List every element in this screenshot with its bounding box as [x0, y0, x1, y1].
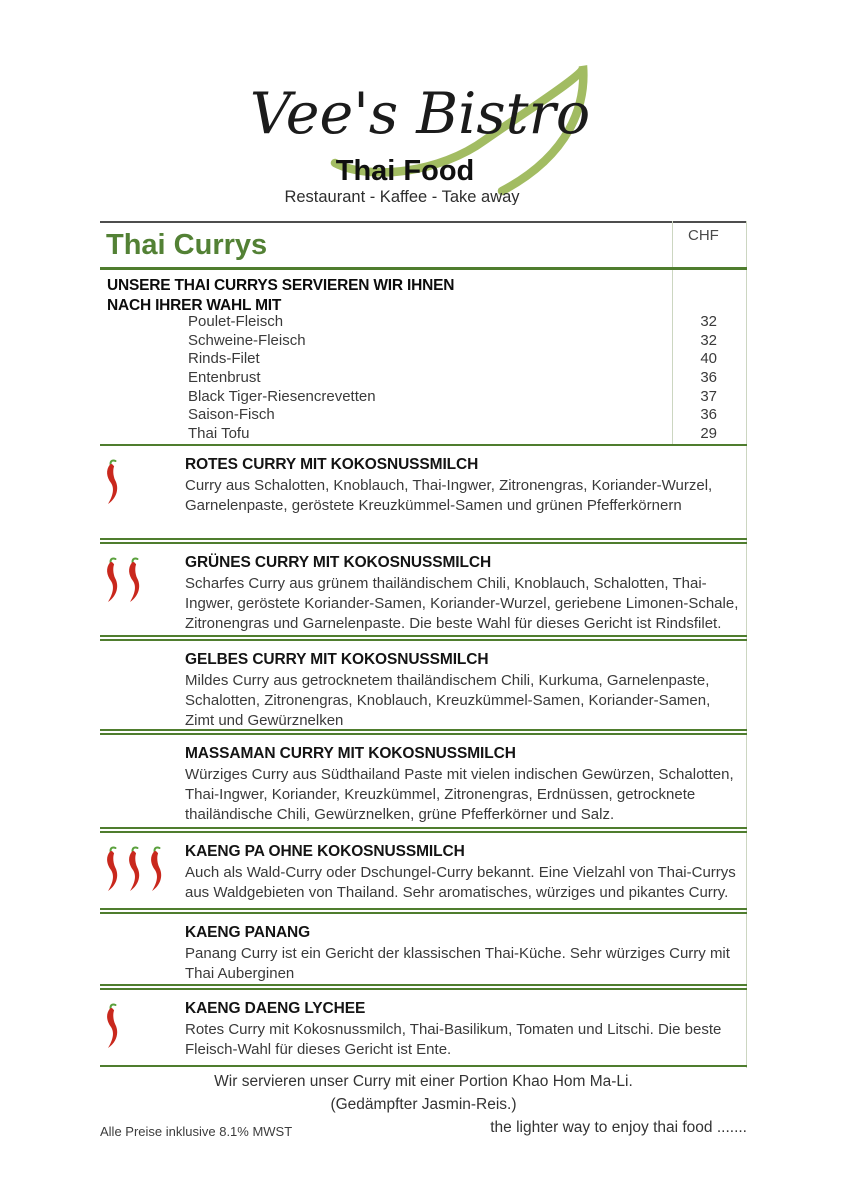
price-row	[100, 313, 747, 332]
chili-rating	[102, 845, 168, 897]
chili-icon	[102, 1002, 123, 1054]
price-row	[100, 332, 747, 351]
curry-section	[100, 639, 747, 731]
currency-header: CHF	[688, 227, 719, 244]
section-description: Rotes Curry mit Kokosnussmilch, Thai-Basilikum, Tomaten und Litschi. Die beste Fleisch-Wahl für dieses Gericht ist Ente.	[185, 1021, 722, 1058]
dish-price: 36	[700, 406, 717, 424]
section-title: MASSAMAN CURRY MIT KOKOSNUSSMILCH	[185, 745, 516, 762]
intro-text	[107, 276, 454, 315]
serving-note-line2: (Gedämpfter Jasmin-Reis.)	[330, 1096, 517, 1113]
section-description: Mildes Curry aus getrocknetem thailändischem Chili, Kurkuma, Garnelenpaste, Schalotten, Zitronengras, Knoblauch, Kreuzkümmel-Samen, Koriander-Samen, Zimt und Gewürznelken	[185, 672, 711, 729]
logo	[240, 45, 600, 205]
brand-name: Vee's Bistro	[249, 81, 591, 147]
chili-icon	[146, 845, 167, 897]
chili-rating	[102, 458, 124, 510]
price-rows	[100, 313, 747, 444]
dish-name: Thai Tofu	[188, 425, 250, 443]
section-description: Scharfes Curry aus grünem thailändischem Chili, Knoblauch, Schalotten, Thai-Ingwer, geröstete Koriander-Samen, Koriander-Wurzel, geriebene Limonen-Schale, Zitronengras und Garnelenpaste. Die beste Wahl für dieses Gericht ist Rindsfilet.	[185, 575, 739, 632]
section-title: GELBES CURRY MIT KOKOSNUSSMILCH	[185, 651, 489, 668]
dish-price: 36	[700, 369, 717, 387]
price-row	[100, 406, 747, 425]
price-row	[100, 425, 747, 444]
dish-name: Black Tiger-Riesencrevetten	[188, 387, 376, 405]
dish-name: Schweine-Fleisch	[188, 331, 306, 349]
curry-section	[100, 912, 747, 986]
dish-price: 37	[700, 387, 717, 405]
brand-subtitle: Thai Food	[335, 155, 475, 187]
dish-name: Poulet-Fleisch	[188, 313, 284, 330]
chili-icon	[102, 556, 123, 608]
title-underline	[100, 267, 747, 270]
price-row	[100, 388, 747, 407]
intro-line2: NACH IHRER WAHL MIT	[107, 296, 282, 314]
price-row	[100, 350, 747, 369]
section-title: KAENG DAENG LYCHEE	[185, 1000, 366, 1017]
slogan: the lighter way to enjoy thai food .......	[490, 1119, 747, 1136]
price-row	[100, 369, 747, 388]
curry-section	[100, 988, 747, 1067]
chili-icon	[102, 458, 123, 510]
dish-price: 29	[700, 425, 717, 443]
intro-line1: UNSERE THAI CURRYS SERVIEREN WIR IHNEN	[107, 277, 455, 294]
dish-name: Saison-Fisch	[188, 406, 275, 424]
curry-section	[100, 542, 747, 637]
curry-section	[100, 733, 747, 829]
section-description: Würziges Curry aus Südthailand Paste mit vielen indischen Gewürzen, Schalotten, Thai-Ingwer, Koriander, Kreuzkümmel, Zitronengras, Erdnüssen, getrocknete thailändische Chili, Gewürznelken, grüne Pfefferkörner und Salz.	[185, 766, 734, 823]
chili-icon	[102, 845, 123, 897]
tax-note: Alle Preise inklusive 8.1% MWST	[100, 1124, 293, 1139]
dish-price: 32	[700, 331, 717, 349]
section-title: GRÜNES CURRY MIT KOKOSNUSSMILCH	[185, 554, 492, 571]
serving-note-line1: Wir servieren unser Curry mit einer Portion Khao Hom Ma-Li.	[214, 1073, 633, 1090]
dish-price: 32	[700, 313, 717, 330]
chili-rating	[102, 556, 146, 608]
top-rule	[100, 221, 747, 223]
section-description: Curry aus Schalotten, Knoblauch, Thai-Ingwer, Zitronengras, Koriander-Wurzel, Garnelenpaste, geröstete Kreuzkümmel-Samen und grünen Pfefferkörnern	[185, 477, 713, 514]
section-title: KAENG PA OHNE KOKOSNUSSMILCH	[185, 843, 465, 860]
brand-tagline: Restaurant - Kaffee - Take away	[284, 188, 520, 205]
section-description: Panang Curry ist ein Gericht der klassischen Thai-Küche. Sehr würziges Curry mit Thai Auberginen	[185, 945, 730, 982]
section-title: ROTES CURRY MIT KOKOSNUSSMILCH	[185, 456, 479, 473]
curry-section	[100, 831, 747, 910]
dish-price: 40	[700, 350, 717, 368]
dish-name: Rinds-Filet	[188, 350, 260, 368]
chili-icon	[124, 556, 145, 608]
section-title: KAENG PANANG	[185, 924, 311, 941]
chili-rating	[102, 1002, 124, 1054]
curry-sections	[100, 444, 747, 1069]
curry-section	[100, 444, 747, 540]
chili-icon	[124, 845, 145, 897]
dish-name: Entenbrust	[188, 369, 261, 387]
section-description: Auch als Wald-Curry oder Dschungel-Curry bekannt. Eine Vielzahl von Thai-Currys aus Waldgebieten von Thailand. Sehr aromatisches, würziges und pikantes Curry.	[185, 864, 736, 901]
page-title: Thai Currys	[106, 229, 268, 261]
